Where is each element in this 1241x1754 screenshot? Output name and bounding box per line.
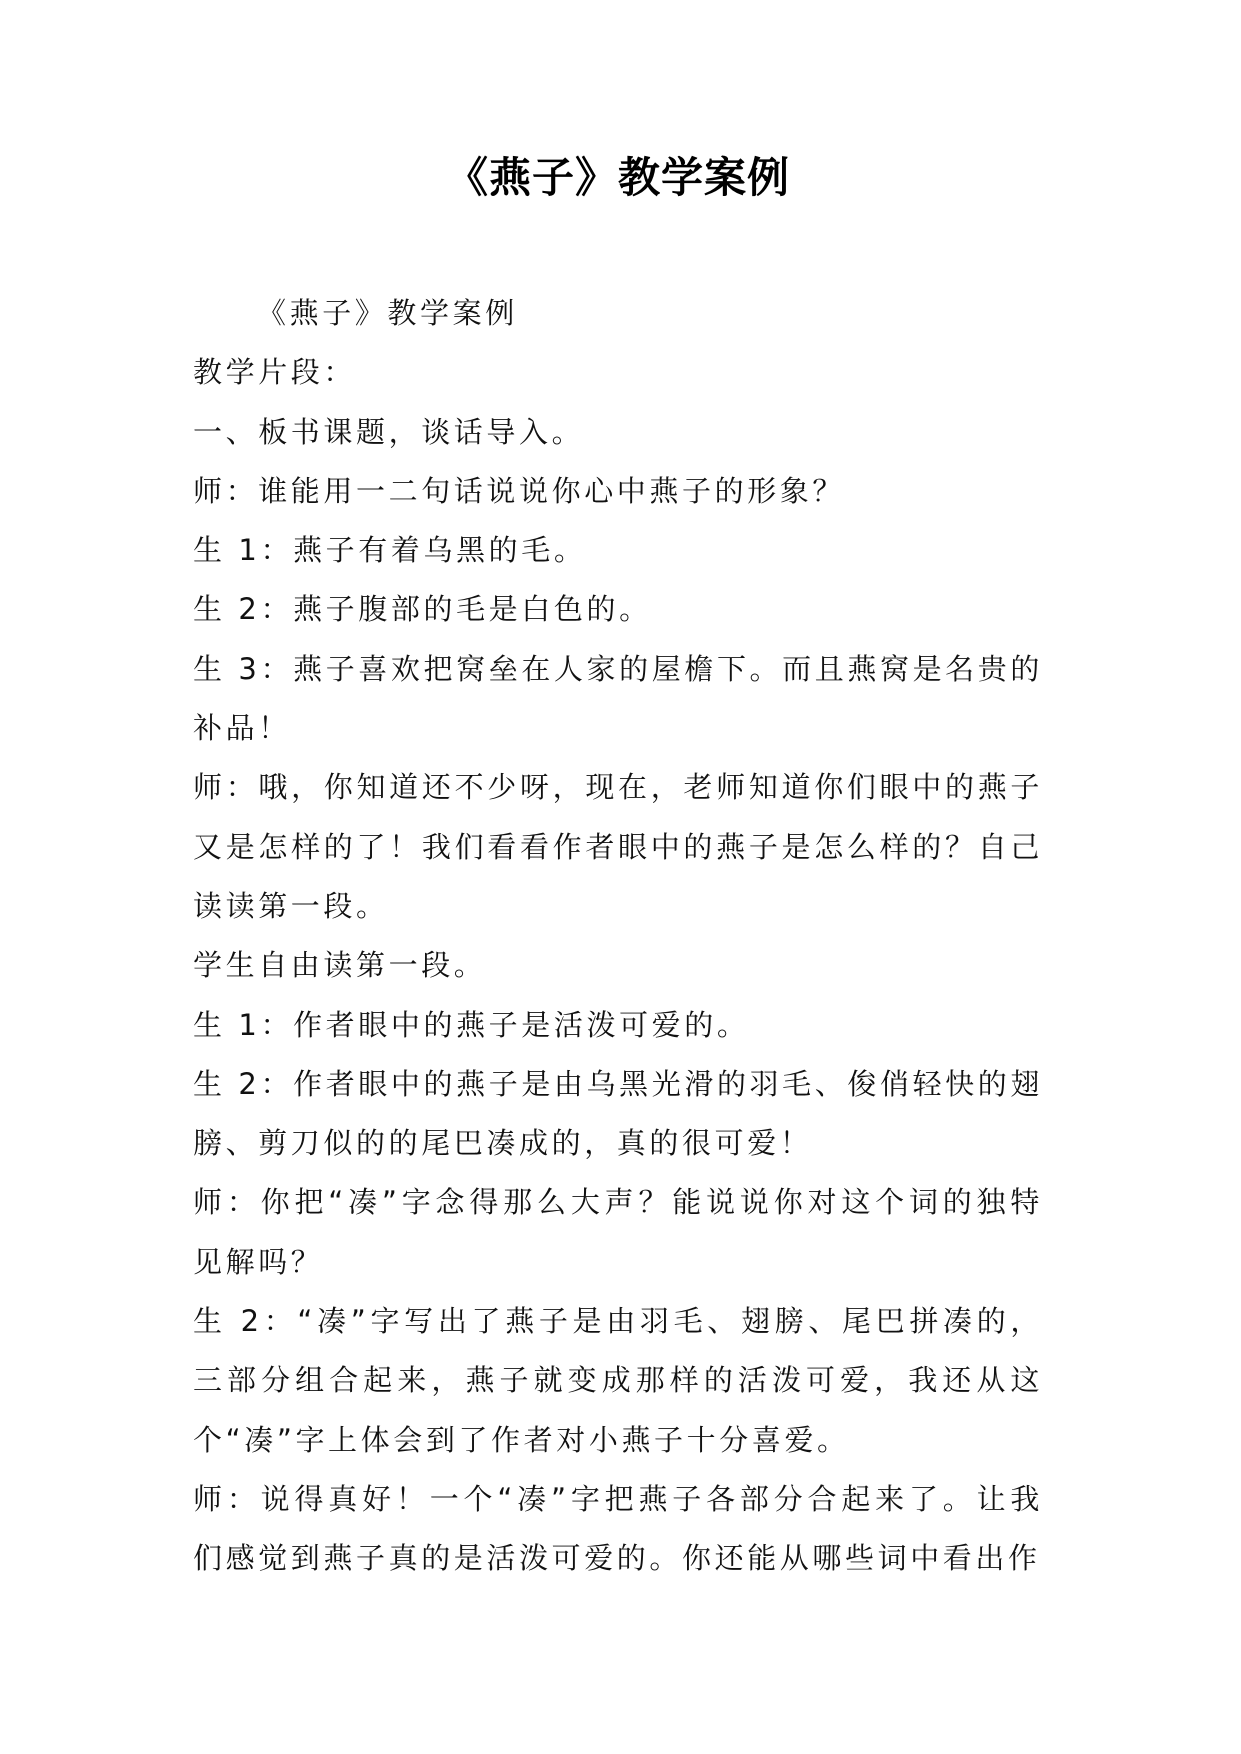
paragraph: 学生自由读第一段。 [193, 948, 487, 983]
paragraph: 一、板书课题，谈话导入。 [193, 414, 585, 449]
paragraph: 师：你把“凑”字念得那么大声？能说说你对这个词的独特见解吗？ [193, 1185, 1043, 1279]
paragraph: 生 3：燕子喜欢把窝垒在人家的屋檐下。而且燕窝是名贵的补品！ [193, 651, 1043, 746]
paragraph: 师：谁能用一二句话说说你心中燕子的形象？ [193, 473, 846, 508]
paragraph: 生 1：燕子有着乌黑的毛。 [193, 533, 587, 568]
paragraph: 师：哦，你知道还不少呀，现在，老师知道你们眼中的燕子又是怎样的了！我们看看作者眼中的燕子是怎么样的？自己读读第一段。 [193, 770, 1043, 923]
document-title: 《燕子》教学案例 [445, 153, 790, 202]
paragraph-subtitle: 《燕子》教学案例 [257, 296, 518, 330]
paragraph: 生 1：作者眼中的燕子是活泼可爱的。 [193, 1007, 750, 1042]
paragraph: 生 2：作者眼中的燕子是由乌黑光滑的羽毛、俊俏轻快的翅膀、剪刀似的的尾巴凑成的，真的很可爱！ [193, 1066, 1043, 1161]
paragraph: 教学片段： [193, 355, 357, 390]
document-body [193, 284, 1043, 1589]
paragraph: 师：说得真好！一个“凑”字把燕子各部分合起来了。让我们感觉到燕子真的是活泼可爱的。你还能从哪些词中看出作 [193, 1481, 1043, 1576]
paragraph: 生 2：燕子腹部的毛是白色的。 [193, 592, 652, 627]
paragraph: 生 2：“凑”字写出了燕子是由羽毛、翅膀、尾巴拼凑的，三部分组合起来，燕子就变成那样的活泼可爱，我还从这个“凑”字上体会到了作者对小燕子十分喜爱。 [193, 1304, 1043, 1457]
